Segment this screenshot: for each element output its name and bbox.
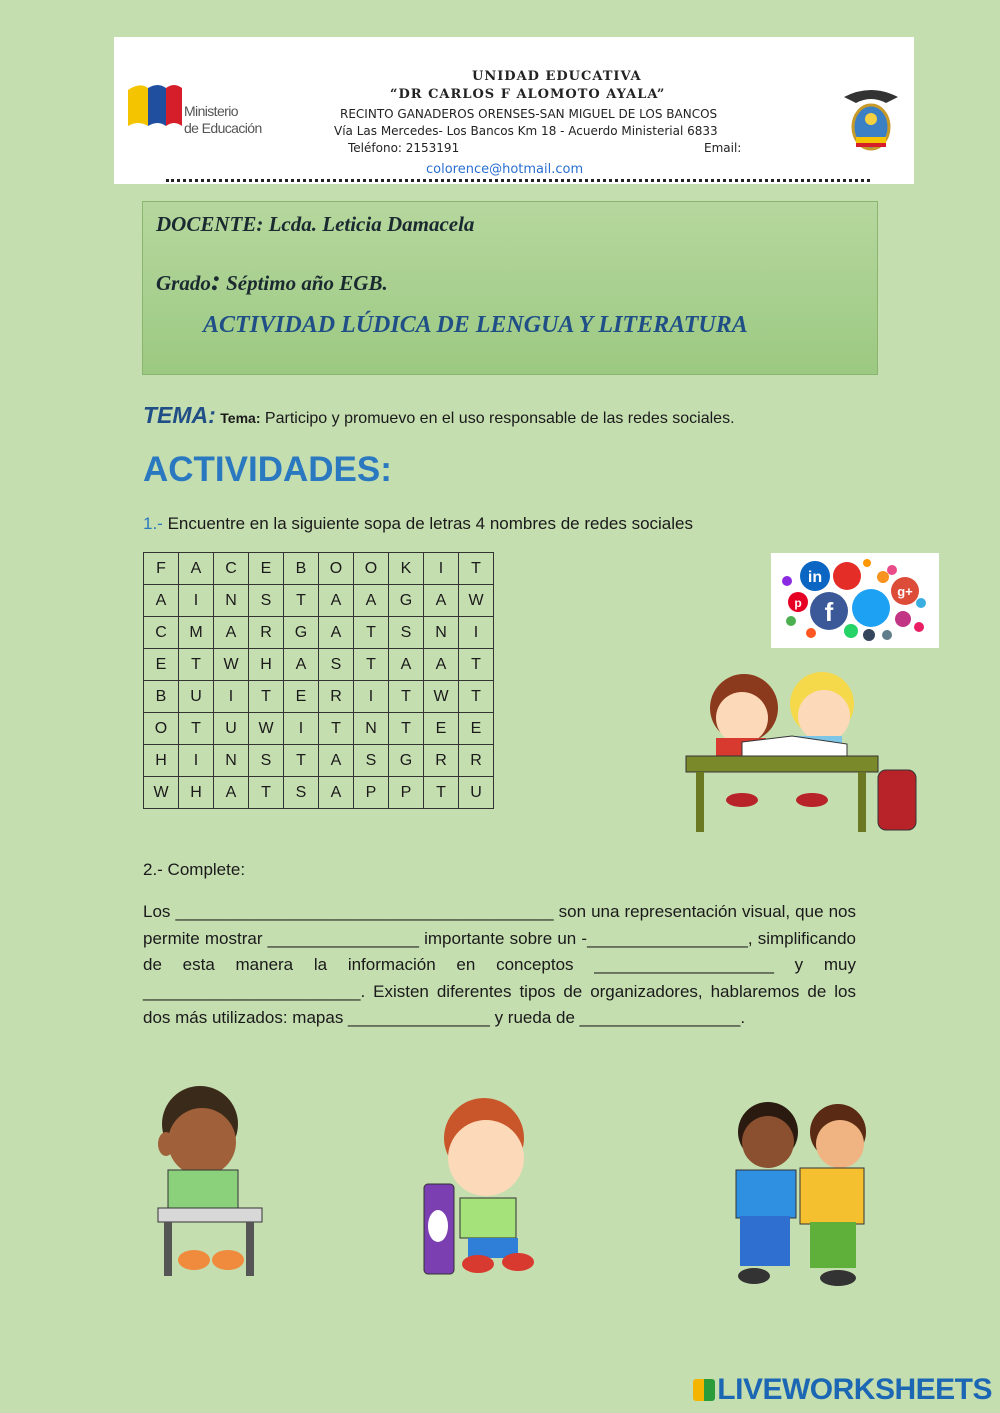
email-link[interactable]: colorence@hotmail.com — [426, 162, 584, 177]
word-search-cell[interactable]: A — [319, 745, 354, 777]
liveworksheets-text: LIVEWORKSHEETS — [717, 1373, 992, 1406]
word-search-cell[interactable]: E — [144, 649, 179, 681]
word-search-row — [144, 777, 494, 809]
ministry-name — [184, 103, 262, 137]
kids-reading-illustration — [682, 660, 924, 838]
fill-in-paragraph[interactable] — [143, 899, 856, 1032]
social-media-icons-cluster — [771, 553, 939, 648]
address-line2: Vía Las Mercedes- Los Bancos Km 18 - Acuerdo Ministerial 6833 — [334, 124, 718, 138]
word-search-cell[interactable]: O — [354, 553, 389, 585]
word-search-cell[interactable]: S — [249, 585, 284, 617]
grade-colon: : — [210, 264, 221, 297]
question-1-number: 1.- — [143, 514, 163, 533]
word-search-cell[interactable]: A — [284, 649, 319, 681]
word-search-cell[interactable]: A — [319, 585, 354, 617]
word-search-cell[interactable]: B — [284, 553, 319, 585]
svg-text:g+: g+ — [897, 584, 913, 599]
grade-value: Séptimo año EGB. — [220, 271, 388, 295]
word-search-cell[interactable]: I — [284, 713, 319, 745]
word-search-cell[interactable]: E — [249, 553, 284, 585]
liveworksheets-logo-icon — [693, 1379, 715, 1401]
word-search-cell[interactable]: N — [354, 713, 389, 745]
word-search-cell[interactable]: A — [354, 585, 389, 617]
question-1-text: Encuentre en la siguiente sopa de letras 4 nombres de redes sociales — [162, 514, 693, 533]
word-search-cell[interactable]: U — [459, 777, 494, 809]
grade — [156, 264, 388, 298]
word-search-cell[interactable]: T — [389, 681, 424, 713]
word-search-cell[interactable]: A — [319, 617, 354, 649]
word-search-cell[interactable]: R — [424, 745, 459, 777]
activities-heading: ACTIVIDADES: — [143, 450, 392, 489]
word-search-cell[interactable]: A — [179, 553, 214, 585]
word-search-cell[interactable]: H — [249, 649, 284, 681]
liveworksheets-watermark[interactable] — [693, 1373, 992, 1407]
word-search-cell[interactable]: W — [249, 713, 284, 745]
word-search-cell[interactable]: A — [424, 585, 459, 617]
word-search-cell[interactable]: H — [144, 745, 179, 777]
topic-heading: TEMA: — [143, 402, 216, 428]
word-search-cell[interactable]: T — [424, 777, 459, 809]
word-search-cell[interactable]: B — [144, 681, 179, 713]
word-search-cell[interactable]: A — [144, 585, 179, 617]
word-search-row — [144, 681, 494, 713]
word-search-cell[interactable]: T — [179, 713, 214, 745]
word-search-cell[interactable]: P — [354, 777, 389, 809]
word-search-cell[interactable]: A — [389, 649, 424, 681]
word-search-row — [144, 649, 494, 681]
teacher-info-box — [142, 201, 878, 375]
word-search-cell[interactable]: W — [424, 681, 459, 713]
word-search-cell[interactable]: C — [144, 617, 179, 649]
activity-title: ACTIVIDAD LÚDICA DE LENGUA Y LITERATURA — [203, 312, 748, 338]
topic-line — [143, 402, 735, 429]
word-search-cell[interactable]: T — [459, 649, 494, 681]
topic-text: Participo y promuevo en el uso responsable de las redes sociales. — [260, 410, 735, 427]
word-search-row — [144, 745, 494, 777]
word-search-cell[interactable]: F — [144, 553, 179, 585]
word-search-row — [144, 617, 494, 649]
word-search-cell[interactable]: G — [284, 617, 319, 649]
word-search-cell[interactable]: I — [179, 585, 214, 617]
word-search-grid[interactable] — [143, 552, 494, 809]
question-2-label: 2.- Complete: — [143, 860, 246, 879]
word-search-cell[interactable]: E — [459, 713, 494, 745]
word-search-cell[interactable]: N — [214, 745, 249, 777]
school-header — [114, 37, 914, 184]
svg-text:f: f — [824, 597, 834, 627]
word-search-cell[interactable]: T — [249, 681, 284, 713]
word-search-cell[interactable]: A — [214, 617, 249, 649]
word-search-cell[interactable]: U — [179, 681, 214, 713]
word-search-cell[interactable]: I — [214, 681, 249, 713]
word-search-cell[interactable]: T — [389, 713, 424, 745]
word-search-cell[interactable]: W — [459, 585, 494, 617]
boy-with-crayon-illustration — [418, 1098, 548, 1278]
svg-text:p: p — [794, 596, 802, 610]
word-search-cell[interactable]: A — [424, 649, 459, 681]
header-divider — [166, 179, 870, 182]
fill-in-text: Los ________________________________________ son una representación visual, que nos permite mostrar ________________ importante sobre un -_________________, simplificando de esta manera la información en conceptos ___________________ y muy _______________________. Existen diferentes tipos de organizadores, hablaremos de los dos más utilizados: mapas _______________ y rueda de _________________. — [143, 902, 856, 1027]
word-search-cell[interactable]: O — [319, 553, 354, 585]
word-search-cell[interactable]: T — [459, 681, 494, 713]
word-search-row — [144, 713, 494, 745]
word-search-cell[interactable]: E — [424, 713, 459, 745]
word-search-cell[interactable]: I — [424, 553, 459, 585]
ministry-line1: Ministerio — [184, 103, 238, 119]
word-search-row — [144, 553, 494, 585]
school-name: “DR CARLOS F ALOMOTO AYALA” — [390, 87, 666, 102]
word-search-cell[interactable]: S — [389, 617, 424, 649]
word-search-cell[interactable]: K — [389, 553, 424, 585]
word-search-cell[interactable]: T — [319, 713, 354, 745]
word-search-cell[interactable]: H — [179, 777, 214, 809]
topic-label: Tema: — [220, 410, 261, 426]
email-label: Email: — [704, 141, 742, 155]
ministry-line2: de Educación — [184, 120, 262, 136]
word-search-cell[interactable]: T — [249, 777, 284, 809]
word-search-cell[interactable]: R — [249, 617, 284, 649]
word-search-cell[interactable]: T — [354, 649, 389, 681]
two-kids-hugging-illustration — [706, 1098, 890, 1290]
word-search-cell[interactable]: G — [389, 585, 424, 617]
word-search-cell[interactable]: N — [214, 585, 249, 617]
question-1 — [143, 514, 693, 534]
address-line1: RECINTO GANADEROS ORENSES-SAN MIGUEL DE LOS BANCOS — [340, 107, 718, 121]
word-search-cell[interactable]: R — [319, 681, 354, 713]
word-search-cell[interactable]: W — [144, 777, 179, 809]
boy-reading-illustration — [148, 1082, 270, 1280]
word-search-cell[interactable]: U — [214, 713, 249, 745]
school-type: UNIDAD EDUCATIVA — [472, 69, 642, 84]
word-search-row — [144, 585, 494, 617]
word-search-cell[interactable]: I — [354, 681, 389, 713]
ecuador-coat-of-arms-icon — [834, 87, 908, 153]
word-search-cell[interactable]: M — [179, 617, 214, 649]
word-search-cell[interactable]: T — [284, 745, 319, 777]
phone: Teléfono: 2153191 — [348, 141, 460, 155]
word-search-cell[interactable]: G — [389, 745, 424, 777]
teacher-name: DOCENTE: Lcda. Leticia Damacela — [156, 212, 475, 236]
word-search-cell[interactable]: A — [214, 777, 249, 809]
word-search-cell[interactable]: N — [424, 617, 459, 649]
word-search-cell[interactable]: O — [144, 713, 179, 745]
word-search-cell[interactable]: S — [354, 745, 389, 777]
svg-text:in: in — [807, 569, 823, 586]
word-search-cell[interactable]: S — [284, 777, 319, 809]
grade-label: Grado — [156, 271, 211, 295]
word-search-cell[interactable]: I — [179, 745, 214, 777]
word-search-cell[interactable]: E — [284, 681, 319, 713]
word-search-cell[interactable]: S — [249, 745, 284, 777]
word-search-cell[interactable]: R — [459, 745, 494, 777]
word-search-cell[interactable]: T — [284, 585, 319, 617]
word-search-cell[interactable]: P — [389, 777, 424, 809]
word-search-cell[interactable]: T — [459, 553, 494, 585]
word-search-cell[interactable]: W — [214, 649, 249, 681]
word-search-cell[interactable]: A — [319, 777, 354, 809]
word-search-cell[interactable]: I — [459, 617, 494, 649]
word-search-cell[interactable]: C — [214, 553, 249, 585]
word-search-cell[interactable]: T — [179, 649, 214, 681]
word-search-cell[interactable]: T — [354, 617, 389, 649]
word-search-cell[interactable]: S — [319, 649, 354, 681]
